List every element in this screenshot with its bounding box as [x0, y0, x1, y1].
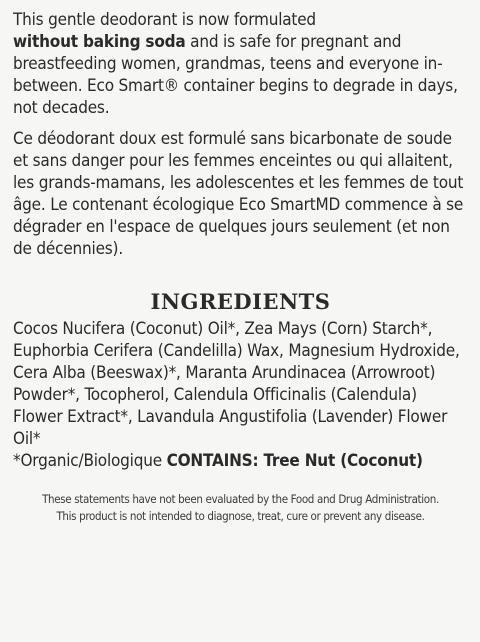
english-emphasis: without baking soda	[13, 32, 186, 52]
disclaimer-line-2: This product is not intended to diagnose, treat, cure or prevent any disease.	[56, 509, 425, 523]
organic-note: *Organic/Biologique	[13, 451, 162, 471]
english-description	[13, 0, 468, 119]
disclaimer-line-1: These statements have not been evaluated by the Food and Drug Administration.	[42, 492, 439, 506]
ingredients-text: Cocos Nucifera (Coconut) Oil*, Zea Mays (Corn) Starch*, Euphorbia Cerifera (Candelilla) Wax, Magnesium Hydroxide, Cera Alba (Beeswax)*, Maranta Arundinacea (Arrowroot) Powder*, Tocopherol, Calendula Officinalis (Calendula) Flower Extract*, Lavandula Angustifolia (Lavender) Flower Oil*	[13, 319, 460, 449]
ingredients-list	[13, 318, 468, 472]
english-rest: and is safe for pregnant and breastfeeding women, grandmas, teens and everyone in-between. Eco Smart® container begins to degrade in days, not decades.	[13, 32, 458, 118]
english-intro: This gentle deodorant is now formulated	[13, 10, 316, 30]
fda-disclaimer	[13, 491, 468, 525]
allergen-statement: CONTAINS: Tree Nut (Coconut)	[166, 451, 423, 471]
ingredients-heading: INGREDIENTS	[150, 289, 331, 314]
french-description: Ce déodorant doux est formulé sans bicarbonate de soude et sans danger pour les femmes enceintes ou qui allaitent, les grands-mamans, les adolescentes et les femmes de tout âge. Le contenant écologique Eco SmartMD commence à se dégrader en l'espace de quelques jours seulement (et non de décennies).	[13, 129, 464, 259]
